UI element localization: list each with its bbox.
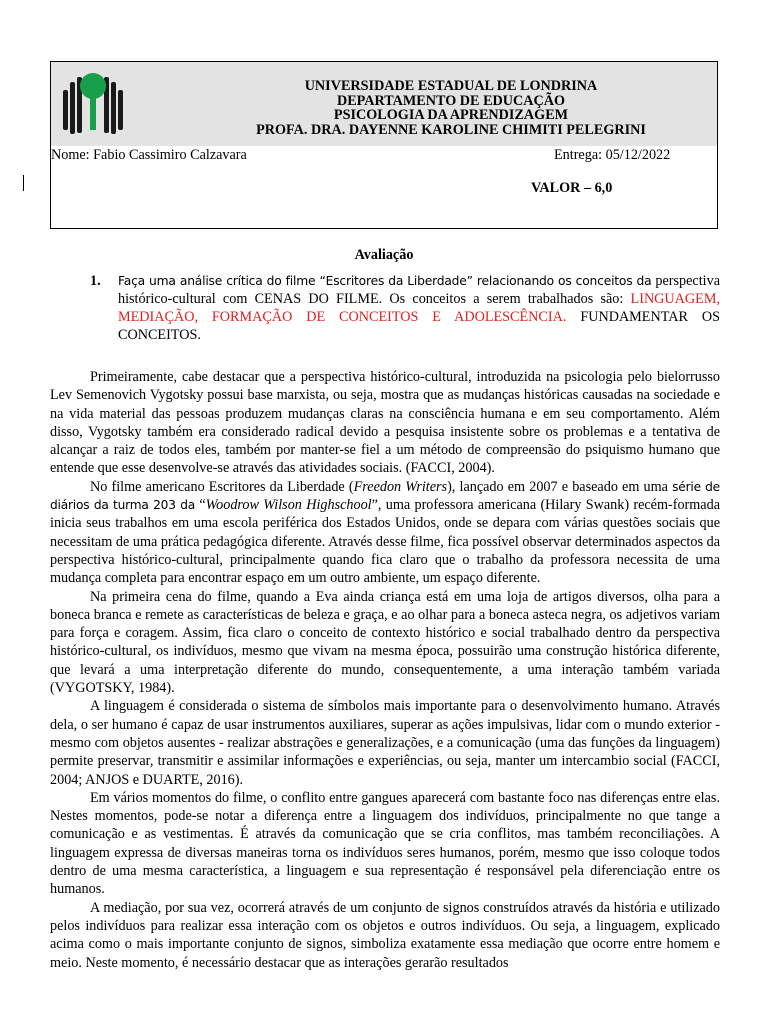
- p2-text-diaries: série de diários da turma 203 da: [50, 479, 720, 513]
- text-cursor: [23, 175, 24, 191]
- p2-text-d: ”, uma professora americana (Hilary Swank) recém-formada inicia seus trabalhos em uma escola periférica dos Estados Unidos, onde se depara com várias questões sociais que necessitam de uma prática pedagógica diferente. Através desse filme, fica possível observar determinados aspectos da perspectiva histórico-cultural, principalmente quando fica claro que o trabalho da professora necessita de uma mudança completa para encontrar espaço em um outro ambiente, um espaço diferente.: [50, 497, 720, 587]
- question-line-1: Faça uma análise crítica do filme “Escritores da Liberdade” relacionando os conceitos da: [118, 274, 652, 288]
- header-banner: [51, 62, 717, 146]
- question-1: [90, 272, 720, 344]
- question-line-4: FUNDAMENTAR OS CONCEITOS.: [118, 309, 720, 343]
- question-concepts: LINGUAGEM, MEDIAÇÃO, FORMAÇÃO DE CONCEITOS E ADOLESCÊNCIA.: [118, 291, 720, 325]
- institution-header: [171, 79, 731, 137]
- course-name: PSICOLOGIA DA APRENDIZAGEM: [333, 107, 569, 124]
- student-name: Nome: Fabio Cassimiro Calzavara: [51, 147, 247, 163]
- due-date: Entrega: 05/12/2022: [554, 147, 671, 163]
- paragraph-5: Em vários momentos do filme, o conflito entre gangues aparecerá com bastante foco nas diferenças entre elas. Nestes momentos, pode-se notar a diferença entre a linguagem dos indivíduos, principalmente no que tange a comunicação e as vestimentas. É através da comunicação que se cria conflitos, mas também reconciliações. A linguagem expressa de diversas maneiras torna os indivíduos seres humanos, porém, mesmo que isso coloque todos dentro de uma mesma característica, a linguagem e sua representação é responsável pela diferenciação entre os humanos.: [50, 789, 720, 898]
- university-logo: [57, 68, 129, 136]
- p2-text-a: No filme americano Escritores da Liberdade (: [90, 478, 354, 495]
- paragraph-4: A linguagem é considerada o sistema de símbolos mais importante para o desenvolvimento humano. Através dela, o ser humano é capaz de usar instrumentos auxiliares, superar as ações impulsivas, lidar com o mundo exterior - mesmo com objetos ausentes - realizar abstrações e generalizações, e a comunicação (uma das funções da linguagem) permite preservar, transmitir e assimilar informações e experiências, ou seja, manter um intercambio social (FACCI, 2004; ANJOS e DUARTE, 2016).: [50, 698, 720, 788]
- professor-name: PROFA. DRA. DAYENNE KAROLINE CHIMITI PELEGRINI: [256, 121, 646, 138]
- paragraph-2: [50, 478, 720, 588]
- p2-film-title: Freedon Writers: [353, 478, 448, 495]
- question-number: 1.: [90, 273, 101, 289]
- paragraph-1: Primeiramente, cabe destacar que a perspectiva histórico-cultural, introduzida na psicologia pelo bielorrusso Lev Semenovich Vygotsky possui base marxista, ou seja, mostra que as mudanças históricas causadas na sociedade e na vida material das pessoas produzem mudanças claras na consciência humana e em seu comportamento. Além disso, Vygotsky também era considerado radical devido a pesquisa insistente sobre os problemas e a tentativa de alcançar a raiz de todos eles, também por manter-se fiel a um método de compreensão do psiquismo humano que entende que esse desenvolve-se através das atividades sociais. (FACCI, 2004).: [50, 369, 720, 477]
- paragraph-6: A mediação, por sua vez, ocorrerá através de um conjunto de signos construídos através da história e utilizado pelos indivíduos para realizar essa interação com os objetos e outros indivíduos. Ou seja, a linguagem, explicado acima como o mais importante conjunto de signos, simboliza exatamente essa mediação que ocorre entre homem e meio. Neste momento, é necessário destacar que as interações gerarão resultados: [50, 899, 720, 971]
- p2-text-b: ), lançado em 2007 e baseado em uma: [447, 478, 673, 495]
- paragraph-3: Na primeira cena do filme, quando a Eva ainda criança está em uma loja de artigos diversos, olha para a boneca branca e remete as características de beleza e graça, e ao olhar para a boneca asteca negra, os adjetivos variam para força e coragem. Assim, fica claro o conceito de contexto histórico e social trabalhado dentro da perspectiva histórico-cultural, os indivíduos, mesmo que vivam na mesma época, possuirão uma construção histórica diferente, que levará a uma interpretação diferente do mundo, consequentemente, a uma interação também variada (VYGOTSKY, 1984).: [50, 588, 720, 697]
- university-name: UNIVERSIDADE ESTADUAL DE LONDRINA: [304, 78, 598, 94]
- essay-body: [50, 368, 720, 972]
- question-line-2: perspectiva histórico-cultural com CENAS DO FILME. Os conceitos a serem trabalhados são:: [118, 273, 721, 307]
- p2-school-name: Woodrow Wilson Highschool: [205, 497, 372, 514]
- department-name: DEPARTAMENTO DE EDUCAÇÃO: [336, 92, 566, 109]
- header-box: [50, 61, 718, 229]
- p2-text-c: “: [195, 497, 206, 514]
- grade-value: VALOR – 6,0: [531, 180, 613, 196]
- question-text: [118, 272, 720, 344]
- page-title: Avaliação: [354, 247, 414, 263]
